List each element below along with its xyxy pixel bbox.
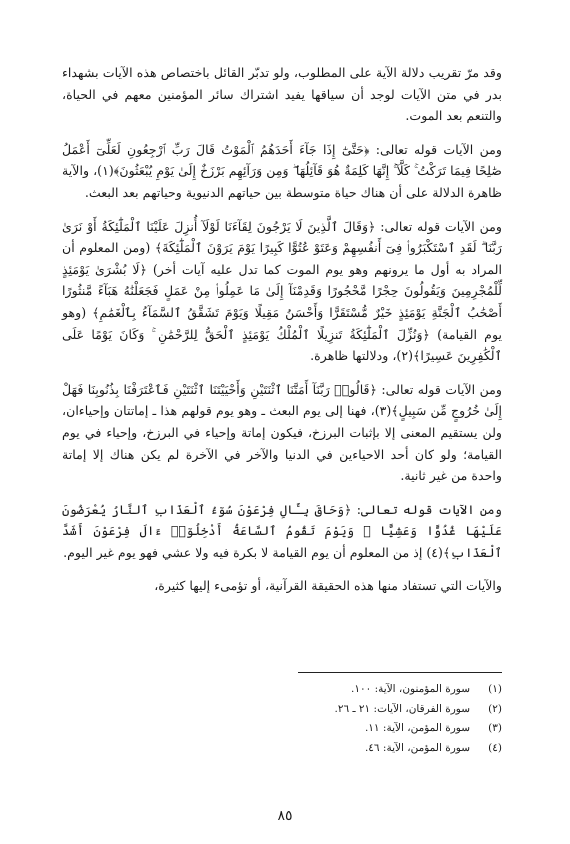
footnotes (62, 680, 502, 758)
paragraph-3: ومن الآيات قوله تعالى: ﴿وَقَالَ ٱلَّذِينَ لَا يَرْجُونَ لِقَآءَنَا لَوْلَآ أُنزِلَ عَلَيْنَا ٱلْمَلَٰٓئِكَةُ أَوْ نَرَىٰ رَبَّنَا ۗ لَقَدِ ٱسْتَكْبَرُوا۟ فِىٓ أَنفُسِهِمْ وَعَتَوْ عُتُوًّا كَبِيرًا يَوْمَ يَرَوْنَ ٱلْمَلَٰٓئِكَةَ﴾ (ومن المعلوم أن المراد به أول ما يرونهم وهو يوم الموت كما تدل عليه آيات أخر) ﴿لَا بُشْرَىٰ يَوْمَئِذٍ لِّلْمُجْرِمِينَ وَيَقُولُونَ حِجْرًا مَّحْجُورًا وَقَدِمْنَآ إِلَىٰ مَا عَمِلُوا۟ مِنْ عَمَلٍ فَجَعَلْنَٰهُ هَبَآءً مَّنثُورًا أَصْحَٰبُ ٱلْجَنَّةِ يَوْمَئِذٍ خَيْرٌ مُّسْتَقَرًّا وَأَحْسَنُ مَقِيلًا وَيَوْمَ تَشَقَّقُ ٱلسَّمَآءُ بِٱلْغَمَٰمِ﴾ (وهو يوم القيامة) ﴿وَنُزِّلَ ٱلْمَلَٰٓئِكَةُ تَنزِيلًا ٱلْمُلْكُ يَوْمَئِذٍ ٱلْحَقُّ لِلرَّحْمَٰنِ ۚ وَكَانَ يَوْمًا عَلَى ٱلْكَٰفِرِينَ عَسِيرًا﴾(٢)، ودلالتها ظاهرة. (62, 218, 502, 364)
footnote-text: سورة الفرقان، الآيات: ٢١ ـ ٢٦. (334, 702, 470, 715)
paragraph-6: والآيات التي تستفاد منها هذه الحقيقة القرآنية، أو تؤمىء إليها كثيرة، (154, 578, 502, 594)
footnote-text: سورة المؤمن، الآية: ١١. (364, 722, 470, 734)
paragraph-4: ومن الآيات قوله تعالى: ﴿قَالُوا۟ رَبَّنَآ أَمَتَّنَا ٱثْنَتَيْنِ وَأَحْيَيْتَنَا ٱثْنَتَيْنِ فَٱعْتَرَفْنَا بِذُنُوبِنَا فَهَلْ إِلَىٰ خُرُوجٍ مِّن سَبِيلٍ﴾(٣)، فهنا إلى يوم البعث ـ وهو يوم قولهم هذا ـ إماتتان وإحياءان، ولن يستقيم المعنى إلا بإثبات البرزخ، فيكون إماتة وإحياء في البرزخ، وإحياء في يوم القيامة؛ ولو كان أحد الاحياءين في الدنيا والآخر في الآخرة لم يكن هناك إلا إماتة واحدة من غير ثانية. (62, 381, 502, 484)
footnote-number: (٣) (488, 722, 502, 734)
footnote-text: سورة المؤمنون، الآية: ١٠٠. (351, 683, 470, 695)
footnote-number: (١) (488, 683, 502, 695)
main-text (62, 62, 502, 609)
footnote-text: سورة المؤمن، الآية: ٤٦. (364, 741, 470, 754)
paragraph-5: ومن الآيات قوله تعالى: ﴿وَحَاقَ بِـَٔالِ فِرْعَوْنَ سُوٓءُ ٱلْعَذَابِ ٱلنَّارُ يُعْرَضُونَ عَلَيْهَا غُدُوًّا وَعَشِيًّا ۖ وَيَوْمَ تَقُومُ ٱلسَّاعَةُ أَدْخِلُوٓا۟ ءَالَ فِرْعَوْنَ أَشَدَّ ٱلْعَذَابِ﴾(٤) إذ من المعلوم أن يوم القيامة لا بكرة فيه ولا عشي فهو يوم غير اليوم. (62, 501, 502, 560)
footnote-separator (298, 672, 502, 673)
paragraph-1: وقد مرّ تقريب دلالة الآية على المطلوب، ولو تدبّر القائل باختصاص هذه الآيات بشهداء بدر في متن الآيات لوجد أن سياقها يفيد اشتراك سائر المؤمنين معهم في الحياة، والتنعم بعد الموت. (62, 65, 502, 124)
footnote-1 (62, 680, 502, 700)
page-number: ٨٥ (277, 808, 293, 824)
footnote-4 (62, 739, 502, 759)
paragraph-2: ومن الآيات قوله تعالى: ﴿حَتَّىٰٓ إِذَا جَآءَ أَحَدَهُمُ ٱلْمَوْتُ قَالَ رَبِّ ٱرْجِعُونِ لَعَلِّىٓ أَعْمَلُ صَٰلِحًا فِيمَا تَرَكْتُ ۚ كَلَّآ ۚ إِنَّهَا كَلِمَةٌ هُوَ قَآئِلُهَا ۖ وَمِن وَرَآئِهِم بَرْزَخٌ إِلَىٰ يَوْمِ يُبْعَثُونَ﴾(١)، والآية ظاهرة الدلالة على أن هناك حياة متوسطة بين حياتهم الدنيوية وحياتهم بعد البعث. (62, 141, 502, 200)
footnote-3 (62, 719, 502, 739)
footnote-number: (٢) (488, 702, 502, 715)
footnote-number: (٤) (488, 741, 502, 754)
footnote-2 (62, 700, 502, 720)
